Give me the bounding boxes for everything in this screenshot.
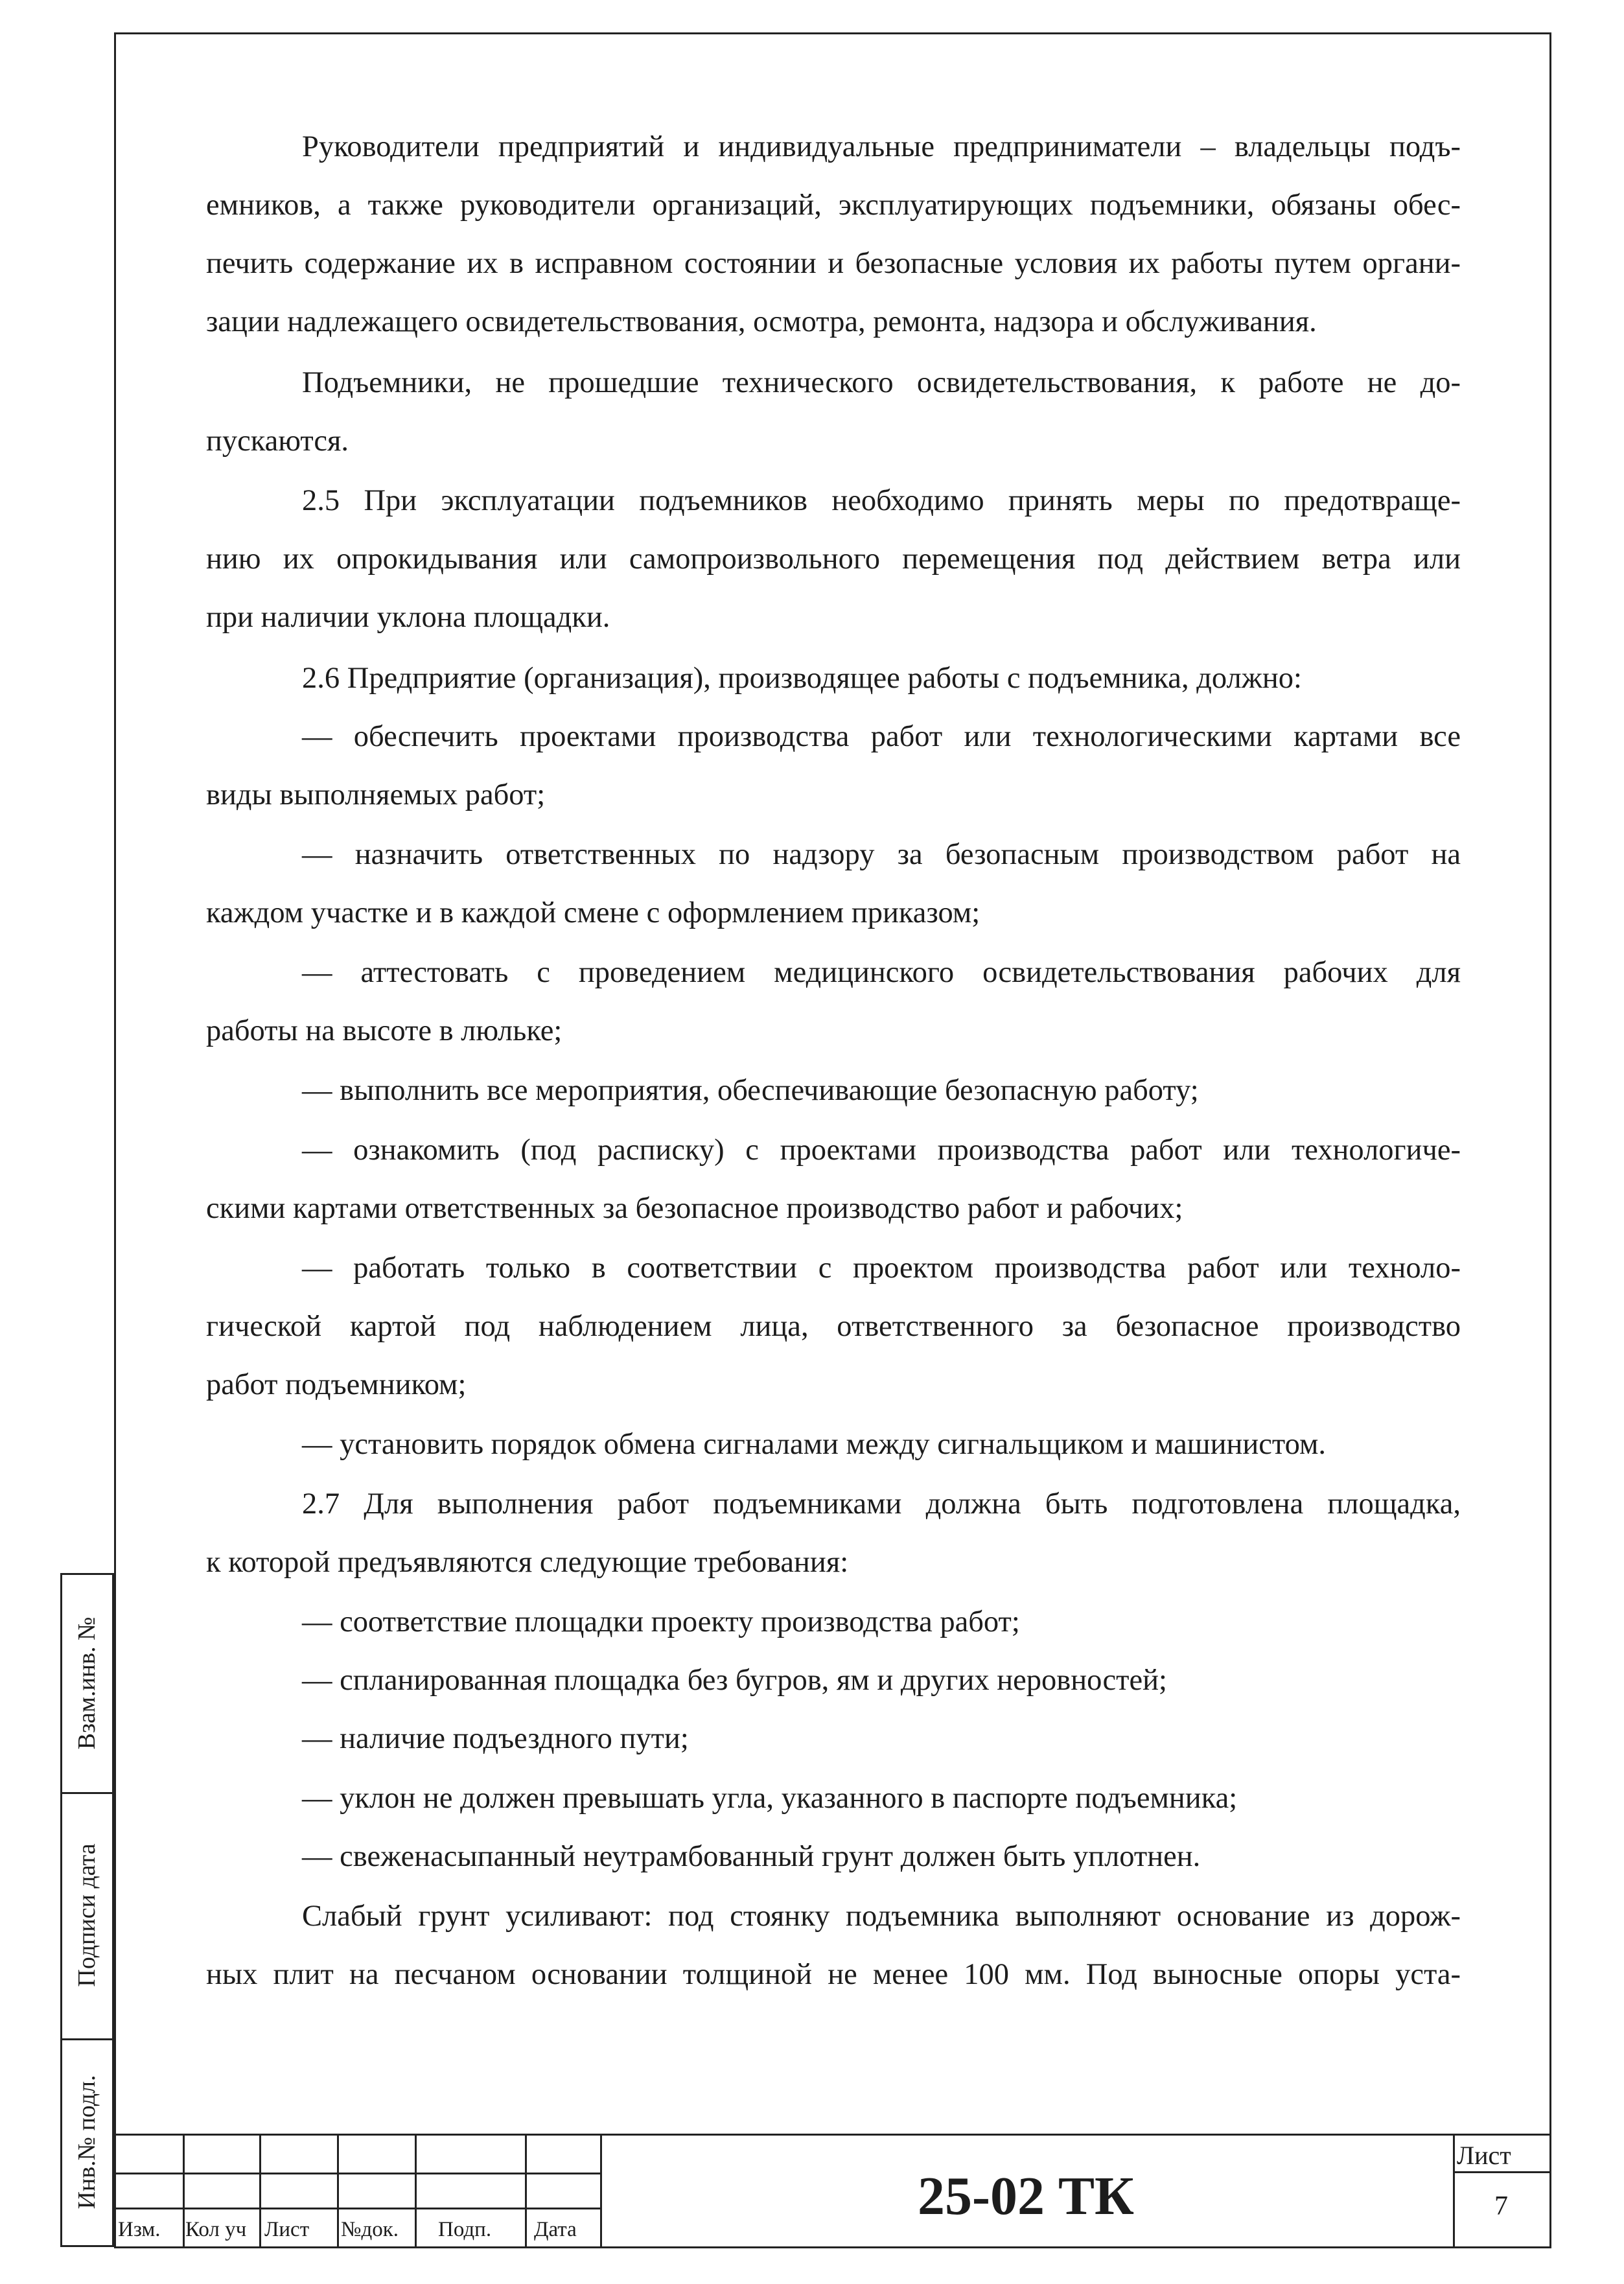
text-line: Слабый грунт усиливают: под стоянку подъемника выполняют основание из дорож- — [302, 1900, 1461, 1933]
kol-uch-label: Кол уч — [185, 2218, 247, 2241]
text-line: — работать только в соответствии с проектом производства работ или техноло- — [302, 1252, 1461, 1285]
text-line: — выполнить все мероприятия, обеспечивающие безопасную работу; — [302, 1074, 1199, 1107]
text-line: — наличие подъездного пути; — [302, 1722, 689, 1755]
text-line: работы на высоте в люльке; — [206, 1014, 563, 1047]
text-line: работ подъемником; — [206, 1368, 467, 1401]
title-block-col-line — [1453, 2134, 1455, 2248]
side-stamp-divider — [60, 2038, 114, 2040]
sheet-number: 7 — [1494, 2191, 1508, 2221]
title-block-row-line — [1453, 2171, 1551, 2173]
podp-label: Подп. — [438, 2218, 492, 2241]
side-stamp-divider — [60, 1573, 114, 1575]
vzam-inv-label: Взам.инв. № — [73, 1616, 100, 1750]
text-line: — ознакомить (под расписку) с проектами производства работ или технологиче- — [302, 1134, 1461, 1167]
text-line: нию их опрокидывания или самопроизвольного перемещения под действием ветра или — [206, 542, 1461, 576]
data-label: Дата — [534, 2218, 577, 2241]
text-line: при наличии уклона площадки. — [206, 601, 610, 634]
text-line: каждом участке и в каждой смене с оформлением приказом; — [206, 896, 980, 929]
side-stamp-divider — [60, 1792, 114, 1794]
text-line: емников, а также руководители организаций, эксплуатирующих подъемники, обязаны обес- — [206, 189, 1461, 222]
sheet-label: Лист — [1457, 2141, 1511, 2170]
text-line: — назначить ответственных по надзору за безопасным производством работ на — [302, 838, 1461, 871]
text-line: — обеспечить проектами производства работ или технологическими картами все — [302, 720, 1461, 753]
podpis-data-label: Подписи дата — [73, 1843, 100, 1987]
text-line: пускаются. — [206, 425, 349, 458]
text-line: — свеженасыпанный неутрамбованный грунт должен быть уплотнен. — [302, 1840, 1201, 1873]
document-code: 25-02 ТК — [918, 2166, 1134, 2226]
text-line: — уклон не должен превышать угла, указанного в паспорте подъемника; — [302, 1782, 1238, 1815]
title-block-col-line — [525, 2134, 527, 2248]
title-block-col-line — [337, 2134, 339, 2248]
title-block-col-line — [415, 2134, 417, 2248]
text-line: ных плит на песчаном основании толщиной не менее 100 мм. Под выносные опоры уста- — [206, 1958, 1461, 1991]
text-line: к которой предъявляются следующие требования: — [206, 1546, 849, 1579]
side-stamp-divider — [60, 2245, 114, 2247]
text-line: Руководители предприятий и индивидуальные предприниматели – владельцы подъ- — [302, 130, 1461, 163]
title-block-col-line — [259, 2134, 261, 2248]
text-line: — спланированная площадка без бугров, ям и других неровностей; — [302, 1664, 1167, 1697]
text-line: — установить порядок обмена сигналами между сигнальщиком и машинистом. — [302, 1428, 1327, 1461]
title-block-row-line — [114, 2173, 600, 2174]
title-block-col-line — [183, 2134, 185, 2248]
title-block-row-line — [114, 2208, 600, 2209]
side-stamp — [60, 1573, 114, 2247]
text-line: — аттестовать с проведением медицинского освидетельствования рабочих для — [302, 956, 1461, 989]
text-line: Подъемники, не прошедшие технического освидетельствования, к работе не до- — [302, 366, 1461, 399]
title-block — [114, 2134, 1551, 2248]
side-stamp-border — [60, 1573, 62, 2247]
text-line: 2.5 При эксплуатации подъемников необходимо принять меры по предотвраще- — [302, 484, 1461, 517]
text-line: зации надлежащего освидетельствования, осмотра, ремонта, надзора и обслуживания. — [206, 305, 1317, 338]
text-line: печить содержание их в исправном состоянии и безопасные условия их работы путем органи- — [206, 247, 1461, 280]
izm-label: Изм. — [118, 2218, 161, 2241]
text-line: скими картами ответственных за безопасное производство работ и рабочих; — [206, 1192, 1183, 1225]
text-line: 2.6 Предприятие (организация), производящее работы с подъемника, должно: — [302, 662, 1302, 695]
inv-podl-label: Инв.№ подл. — [73, 2075, 100, 2209]
n-dok-label: №док. — [341, 2218, 399, 2241]
text-line: гической картой под наблюдением лица, ответственного за безопасное производство — [206, 1310, 1461, 1343]
list-label: Лист — [264, 2218, 310, 2241]
title-block-col-line — [600, 2134, 602, 2248]
text-line: 2.7 Для выполнения работ подъемниками должна быть подготовлена площадка, — [302, 1487, 1461, 1521]
text-line: виды выполняемых работ; — [206, 778, 546, 811]
text-line: — соответствие площадки проекту производства работ; — [302, 1605, 1020, 1638]
title-block-border — [114, 2134, 1551, 2136]
